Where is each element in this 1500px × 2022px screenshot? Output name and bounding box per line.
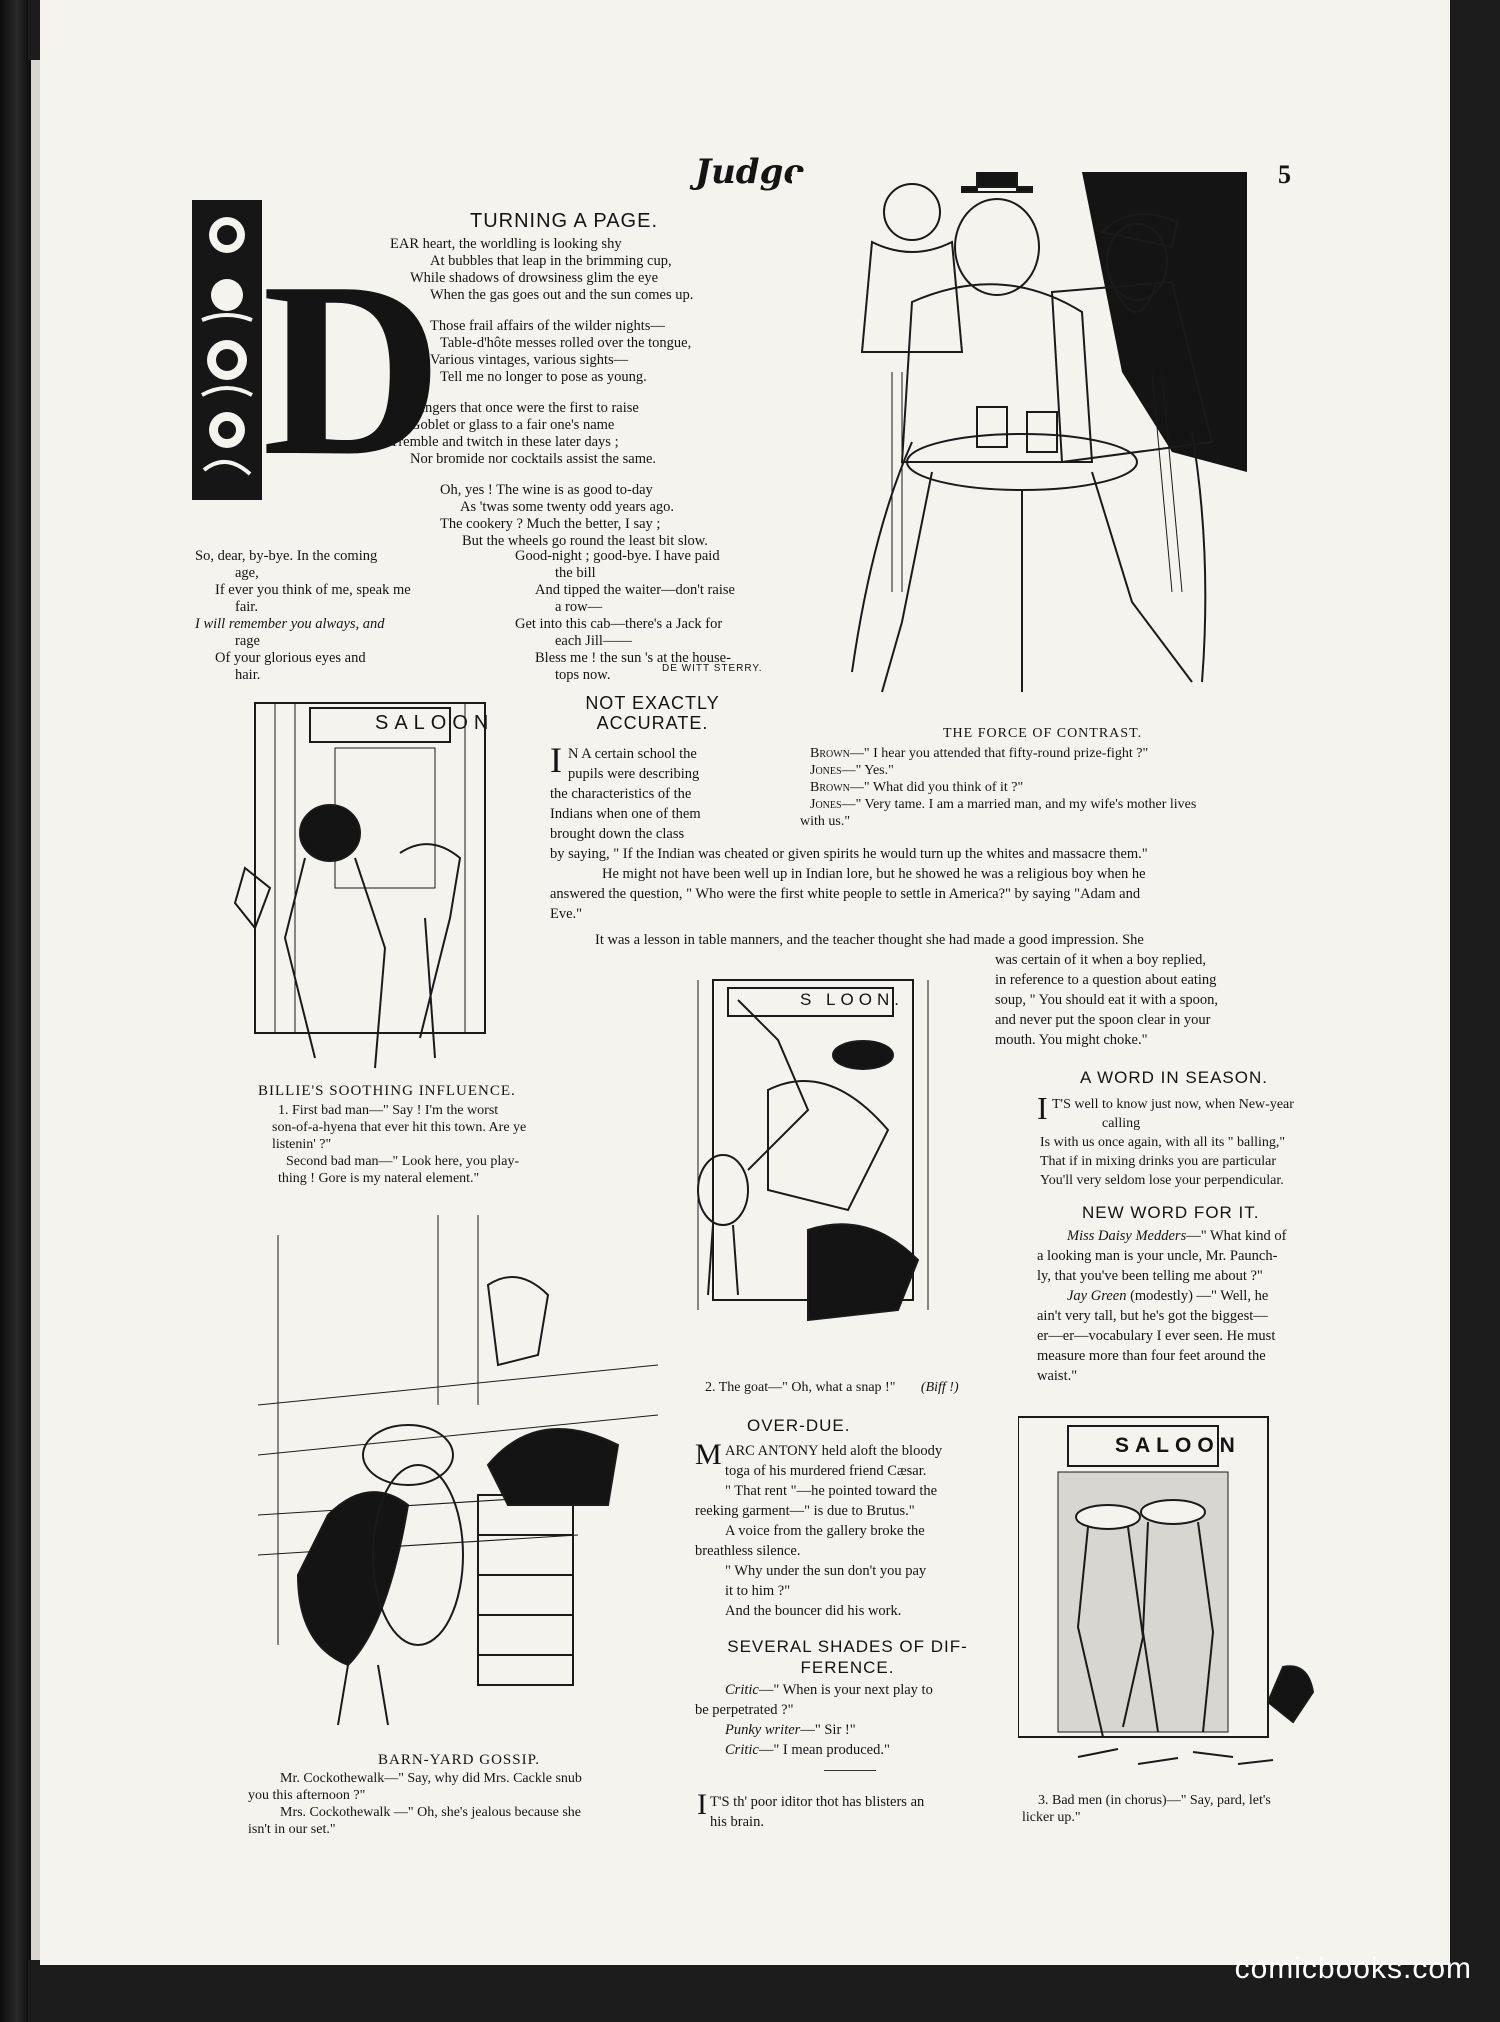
bad-men-caption xyxy=(1022,1792,1352,1826)
text-line: N A certain school the xyxy=(568,746,697,762)
text-line: —" Sir !" xyxy=(800,1722,856,1738)
verse-line: Those frail affairs of the wilder nights— xyxy=(430,318,665,334)
author-credit: DE WITT STERRY. xyxy=(662,663,763,674)
binding-spine xyxy=(0,0,28,2022)
text-line: and never put the spoon clear in your xyxy=(995,1012,1211,1028)
speaker: Brown xyxy=(810,746,850,761)
text-line: " What kind of xyxy=(1200,1228,1287,1244)
goat-caption xyxy=(705,1379,1045,1396)
dialogue-text: " Very tame. I am a married man, and my wife's mother lives xyxy=(855,797,1197,812)
bad-men-sign-text: SALOON xyxy=(1115,1434,1241,1457)
drop-cap-letter: D xyxy=(262,231,443,508)
text-line: a looking man is your uncle, Mr. Paunch- xyxy=(1037,1248,1278,1264)
caption-line: you this afternoon ?" xyxy=(248,1788,366,1803)
caption-line: Mr. Cockothewalk—" Say, why did Mrs. Cackle snub xyxy=(280,1771,582,1786)
new-word-title: NEW WORD FOR IT. xyxy=(1082,1203,1260,1222)
dialogue-text: " What did you think of it ?" xyxy=(863,780,1024,795)
verse-line: Oh, yes ! The wine is as good to-day xyxy=(440,482,653,498)
verse-line: age, xyxy=(235,565,259,581)
caption-line: 1. First bad man—" Say ! I'm the worst xyxy=(278,1103,499,1118)
verse-line: rage xyxy=(235,633,260,649)
speaker: Jones xyxy=(810,797,842,812)
verse-line: calling xyxy=(1102,1116,1141,1131)
over-due-body xyxy=(695,1438,1000,1621)
verse-line: As 'twas some twenty odd years ago. xyxy=(460,499,675,515)
illustration-goat xyxy=(658,970,993,1345)
verse-line: When the gas goes out and the sun comes up. xyxy=(430,287,694,303)
text-line: mouth. You might choke." xyxy=(995,1032,1148,1048)
caption-line: Second bad man—" Look here, you play- xyxy=(286,1154,520,1169)
text-line: ARC ANTONY held aloft the bloody xyxy=(725,1443,943,1459)
page-number: 5 xyxy=(1278,160,1291,189)
verse-line: T'S well to know just now, when New-year xyxy=(1052,1097,1294,1112)
verse-line: EAR heart, the worldling is looking shy xyxy=(390,236,622,252)
text-line: " That rent "—he pointed toward the xyxy=(725,1483,938,1499)
drop-initial-i: I xyxy=(697,1788,707,1821)
speaker: Punky writer xyxy=(725,1722,801,1738)
over-due-title: OVER-DUE. xyxy=(747,1416,851,1435)
barnyard-caption xyxy=(248,1770,688,1838)
caption-line: Mrs. Cockothewalk —" Oh, she's jealous because she xyxy=(280,1805,582,1820)
speaker: Critic xyxy=(725,1742,759,1758)
dialogue-text: " I hear you attended that fifty-round prize-fight ?" xyxy=(863,746,1149,761)
force-of-contrast-title: THE FORCE OF CONTRAST. xyxy=(943,726,1143,741)
illustration-bad-men xyxy=(1018,1412,1348,1782)
billie-title: BILLIE'S SOOTHING INFLUENCE. xyxy=(258,1083,516,1099)
text-line: Eve." xyxy=(550,906,583,922)
section-divider xyxy=(824,1770,876,1771)
caption-line: listenin' ?" xyxy=(272,1137,332,1152)
dialogue-text: with us." xyxy=(800,814,851,829)
verse-line: Of your glorious eyes and xyxy=(215,650,366,666)
word-in-season-verse xyxy=(1040,1095,1350,1190)
verse-line: Good-night ; good-bye. I have paid xyxy=(515,548,720,564)
text-line: —" When is your next play to xyxy=(758,1682,933,1698)
verse-line: Nor bromide nor cocktails assist the same. xyxy=(410,451,657,467)
dialogue-text: " Yes." xyxy=(855,763,894,778)
text-line: reeking garment—" is due to Brutus." xyxy=(695,1503,915,1519)
verse-line: If ever you think of me, speak me xyxy=(215,582,411,598)
turning-page-col-left xyxy=(195,548,415,684)
text-line: " Why under the sun don't you pay xyxy=(725,1563,927,1579)
text-line: it to him ?" xyxy=(725,1583,791,1599)
verse-line: But the wheels go round the least bit slow. xyxy=(462,533,708,549)
turning-page-verse xyxy=(390,236,790,564)
verse-line: Goblet or glass to a fair one's name xyxy=(410,417,615,433)
text-line: in reference to a question about eating xyxy=(995,972,1217,988)
not-exactly-wide xyxy=(550,844,1350,950)
text-line: the characteristics of the xyxy=(550,786,692,802)
caption-line: licker up." xyxy=(1022,1810,1081,1825)
text-line: er—er—vocabulary I ever seen. He must xyxy=(1037,1328,1276,1344)
text-line: brought down the class xyxy=(550,826,685,842)
text-line: his brain. xyxy=(710,1814,764,1830)
verse-line: each Jill—— xyxy=(555,633,632,649)
verse-line: Various vintages, various sights— xyxy=(430,352,629,368)
verse-line: While shadows of drowsiness glim the eye xyxy=(410,270,659,286)
verse-line: hair. xyxy=(235,667,261,683)
text-line: (modestly) —" Well, he xyxy=(1130,1288,1269,1304)
speaker: Miss Daisy Medders xyxy=(1067,1228,1187,1244)
caption-sfx: (Biff !) xyxy=(920,1380,959,1395)
billie-sign-text: SALOON xyxy=(375,712,495,734)
blisters-body xyxy=(697,1788,1003,1832)
verse-line: So, dear, by-bye. In the coming xyxy=(195,548,378,564)
not-exactly-right-col xyxy=(995,950,1345,1050)
billie-caption xyxy=(272,1102,577,1187)
speaker: Jones xyxy=(810,763,842,778)
title-line: NOT EXACTLY xyxy=(585,693,720,713)
verse-line: Get into this cab—there's a Jack for xyxy=(515,616,723,632)
verse-line: Tell me no longer to pose as young. xyxy=(440,369,647,385)
shades-title xyxy=(695,1636,1000,1678)
verse-line: I will remember you always, and xyxy=(195,616,385,632)
text-line: —" I mean produced." xyxy=(758,1742,890,1758)
text-line: soup, " You should eat it with a spoon, xyxy=(995,992,1219,1008)
drop-initial-i: I xyxy=(1037,1090,1048,1126)
verse-line: You'll very seldom lose your perpendicular. xyxy=(1040,1173,1284,1188)
text-line: measure more than four feet around the xyxy=(1037,1348,1266,1364)
barnyard-title: BARN-YARD GOSSIP. xyxy=(378,1752,541,1768)
illustration-billie xyxy=(215,688,565,1083)
force-of-contrast-dialogue: Brown—" I hear you attended that fifty-round prize-fight ?" Jones—" Yes." Brown—" What did you think of it ?" Jones—" Very tame. I am a married man, and my wife's mother lives with us." xyxy=(810,745,1310,830)
text-line: waist." xyxy=(1037,1368,1078,1384)
verse-line: The fingers that once were the first to raise xyxy=(390,400,639,416)
text-line: It was a lesson in table manners, and the teacher thought she had made a good impression. She xyxy=(595,932,1144,948)
text-line: be perpetrated ?" xyxy=(695,1702,794,1718)
text-line: by saying, " If the Indian was cheated or given spirits he would turn up the whites and massacre them." xyxy=(550,846,1148,862)
caption-line: son-of-a-hyena that ever hit this town. Are ye xyxy=(272,1120,527,1135)
caption-line: 2. The goat—" Oh, what a snap !" xyxy=(705,1380,896,1395)
goat-sign-text: S LOON. xyxy=(800,990,904,1009)
illustration-barnyard xyxy=(258,1215,678,1735)
masthead-title: Judge xyxy=(695,152,805,192)
shades-body xyxy=(695,1680,1000,1760)
speaker: Critic xyxy=(725,1682,759,1698)
text-line: ly, that you've been telling me about ?" xyxy=(1037,1268,1263,1284)
verse-line: Tremble and twitch in these later days ; xyxy=(390,434,619,450)
text-line: toga of his murdered friend Cæsar. xyxy=(725,1463,927,1479)
drop-initial-m: M xyxy=(695,1438,722,1471)
not-exactly-narrow-col xyxy=(550,740,780,844)
verse-line: And tipped the waiter—don't raise xyxy=(535,582,735,598)
verse-line: At bubbles that leap in the brimming cup, xyxy=(430,253,672,269)
text-line: Indians when one of them xyxy=(550,806,701,822)
caption-line: isn't in our set." xyxy=(248,1822,336,1837)
drop-initial-i: I xyxy=(550,740,562,780)
verse-line: Is with us once again, with all its " balling," xyxy=(1040,1135,1286,1150)
title-line: FERENCE. xyxy=(800,1658,895,1677)
speaker: Jay Green xyxy=(1067,1288,1127,1304)
text-line: T'S th' poor iditor thot has blisters an xyxy=(710,1794,925,1810)
text-line: He might not have been well up in Indian lore, but he showed he was a religious boy when he xyxy=(602,866,1146,882)
caption-line: 3. Bad men (in chorus)—" Say, pard, let's xyxy=(1038,1793,1271,1808)
verse-line: tops now. xyxy=(555,667,611,683)
illustration-force-of-contrast xyxy=(792,172,1247,717)
verse-line: The cookery ? Much the better, I say ; xyxy=(440,516,661,532)
word-in-season-title: A WORD IN SEASON. xyxy=(1080,1068,1268,1087)
not-exactly-title xyxy=(560,693,745,733)
title-line: SEVERAL SHADES OF DIF- xyxy=(727,1637,968,1656)
text-line: A voice from the gallery broke the xyxy=(725,1523,925,1539)
text-line: ain't very tall, but he's got the biggest— xyxy=(1037,1308,1268,1324)
verse-line: fair. xyxy=(235,599,258,615)
speaker: Brown xyxy=(810,780,850,795)
text-line: pupils were describing xyxy=(568,766,700,782)
text-line: was certain of it when a boy replied, xyxy=(995,952,1206,968)
text-line: And the bouncer did his work. xyxy=(725,1603,902,1619)
text-line: answered the question, " Who were the first white people to settle in America?" by saying "Adam and xyxy=(550,886,1141,902)
verse-line: a row— xyxy=(555,599,603,615)
verse-line: That if in mixing drinks you are particular xyxy=(1040,1154,1276,1169)
new-word-body: Miss Daisy Medders—" What kind of a looking man is your uncle, Mr. Paunch- ly, that you've been telling me about ?" Jay Green (modestly) —" Well, he ain't very tall, but he's got the biggest— er—er—vocabulary I ever seen. He must measure more than four feet around the waist." xyxy=(1037,1226,1347,1386)
magazine-page xyxy=(40,0,1450,1965)
verse-line: the bill xyxy=(555,565,596,581)
verse-line: Table-d'hôte messes rolled over the tongue, xyxy=(440,335,692,351)
watermark: comicbooks.com xyxy=(1234,1952,1472,1985)
caption-line: thing ! Gore is my nateral element." xyxy=(278,1171,480,1186)
text-line: breathless silence. xyxy=(695,1543,801,1559)
verse-line: Bless me ! the sun 's at the house- xyxy=(535,650,731,666)
turning-page-title: TURNING A PAGE. xyxy=(470,210,658,232)
title-line: ACCURATE. xyxy=(596,713,709,733)
